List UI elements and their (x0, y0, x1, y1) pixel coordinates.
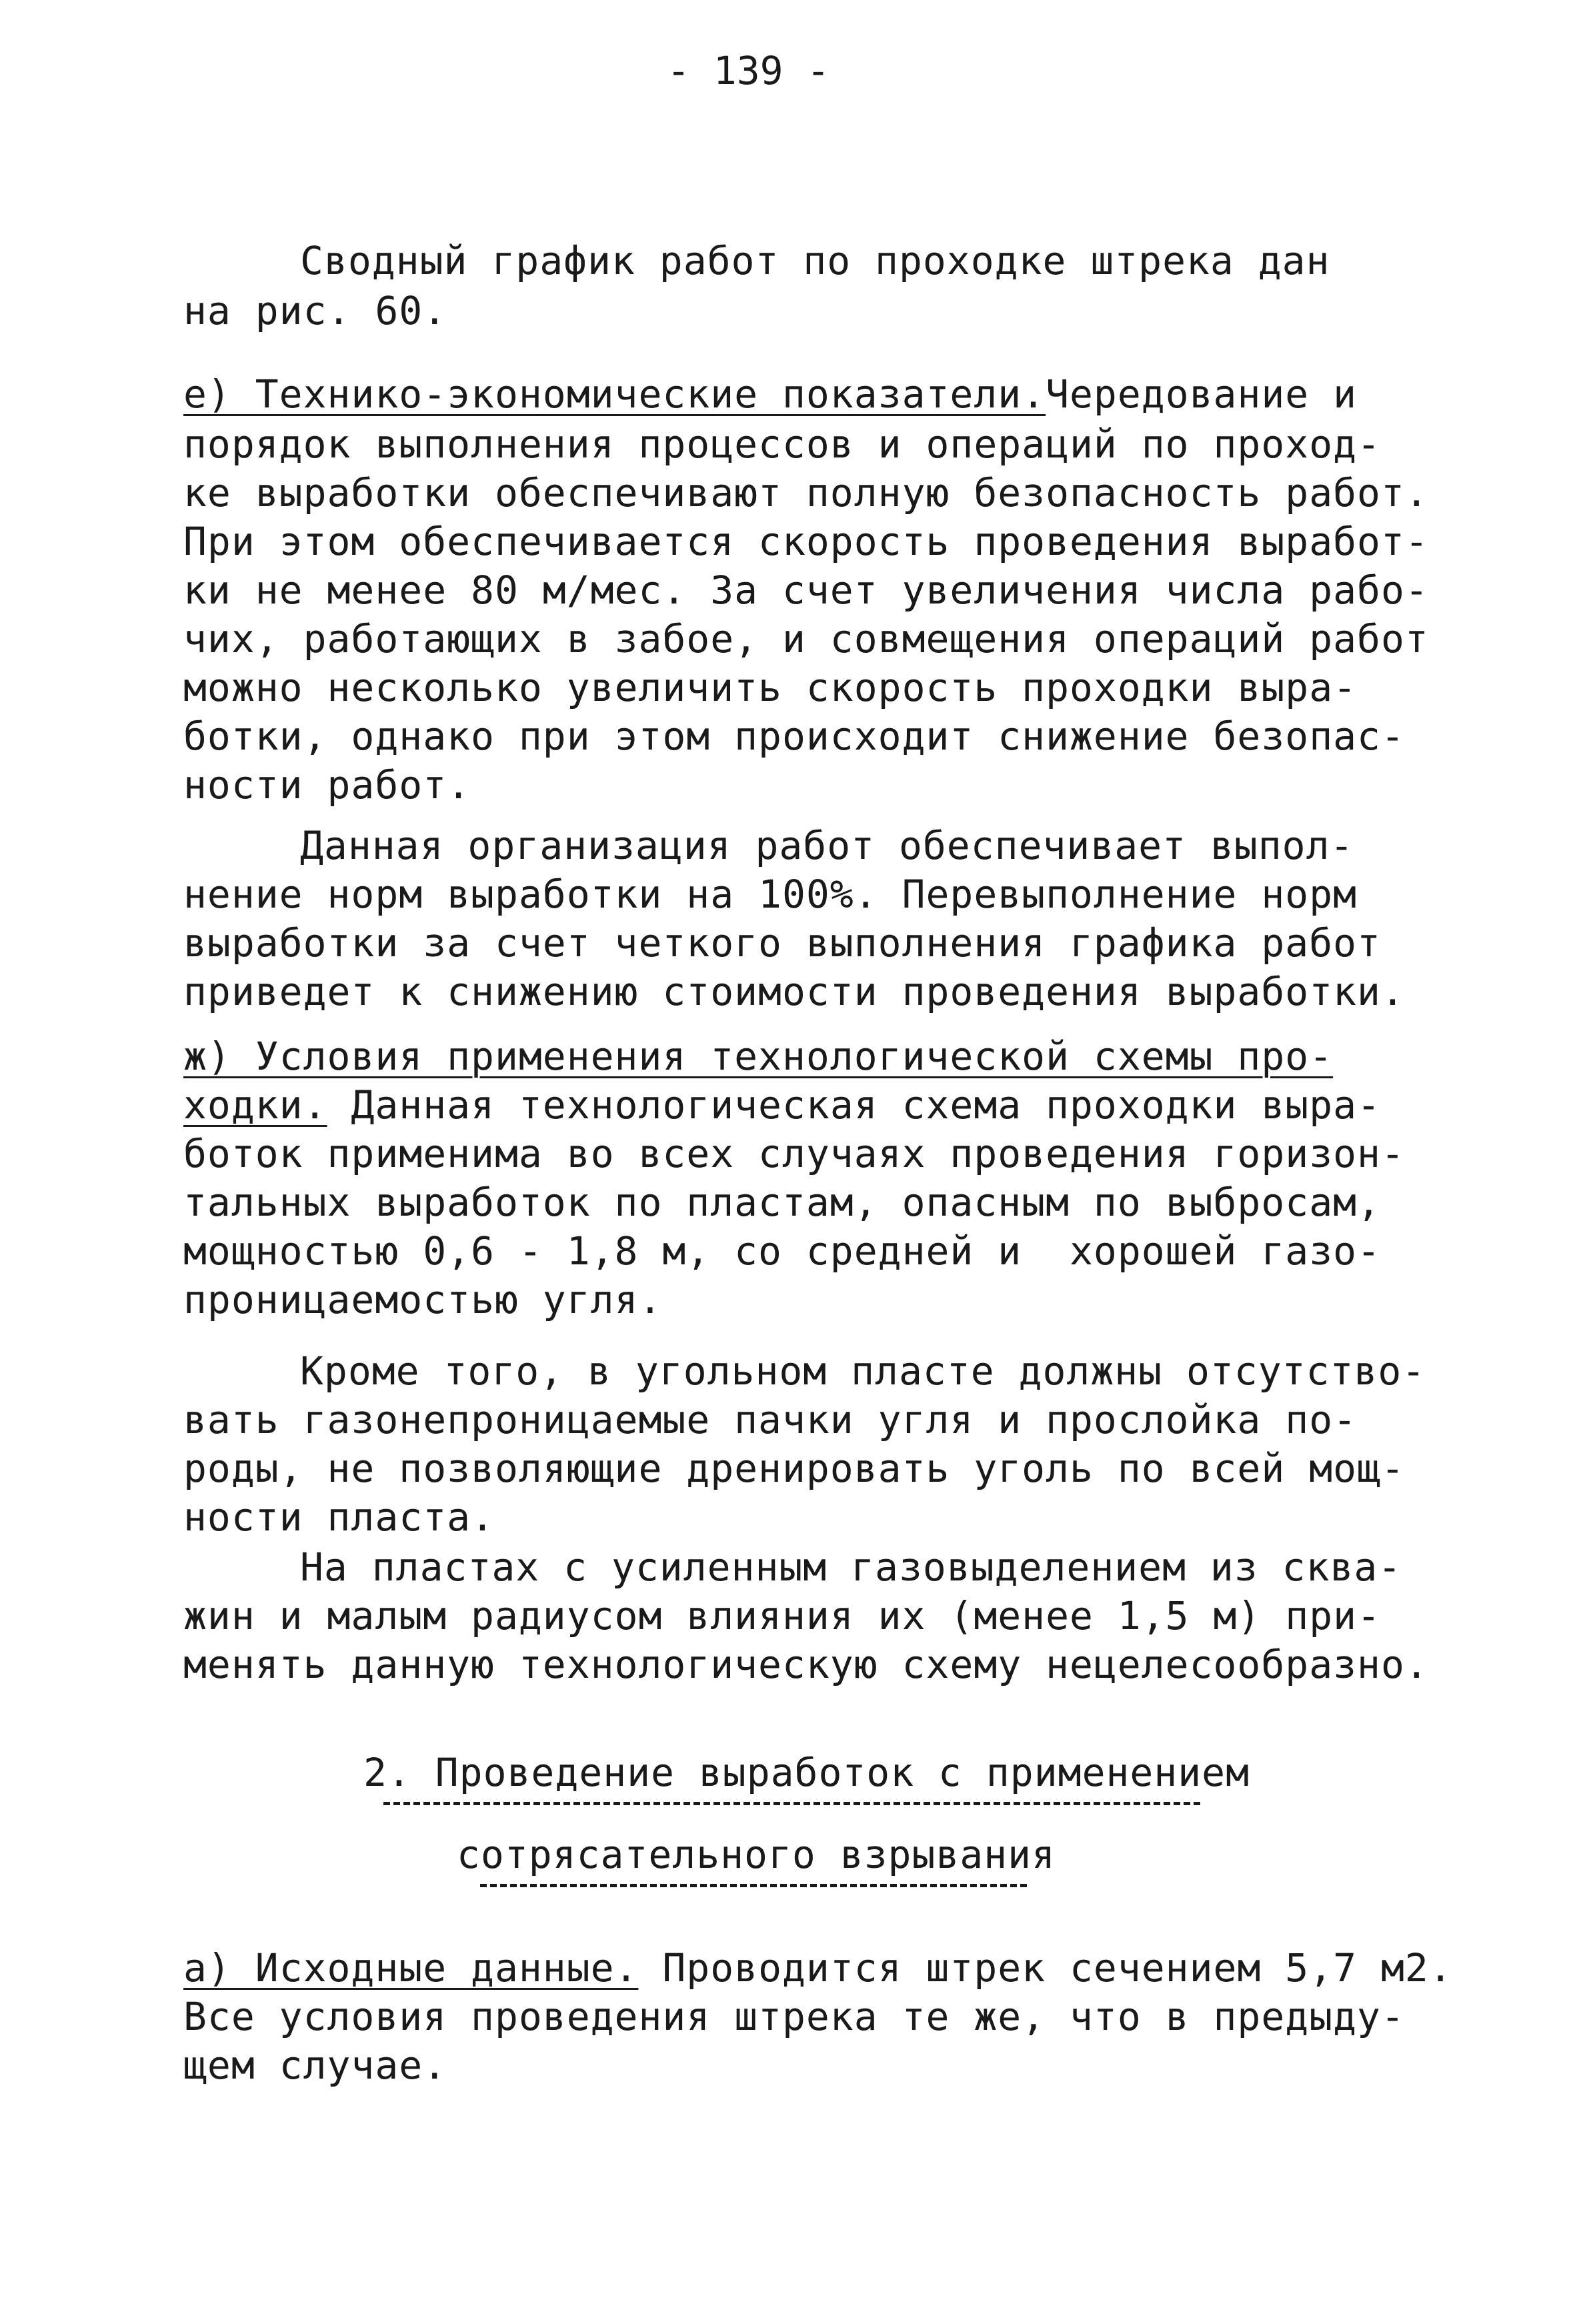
section-a-first-line (183, 1944, 1453, 1992)
paragraph-line: ности пласта. (183, 1494, 495, 1540)
paragraph-line: мощностью 0,6 - 1,8 м, со средней и хорошей газо- (183, 1228, 1381, 1274)
paragraph-text: Чередование и (1046, 371, 1358, 417)
paragraph-line: можно несколько увеличить скорость проходки выра- (183, 665, 1358, 710)
section-zh-heading: ж) Условия применения технологической схемы про- (183, 1034, 1334, 1079)
paragraph-line: тальных выработок по пластам, опасным по выбросам, (183, 1180, 1381, 1225)
paragraph-line: жин и малым радиусом влияния их (менее 1,5 м) при- (183, 1593, 1381, 1638)
paragraph-line: Все условия проведения штрека те же, что в предыду- (183, 1994, 1405, 2039)
paragraph-line: чих, работающих в забое, и совмещения операций работ (183, 616, 1429, 662)
section-zh-second-line (183, 1081, 1381, 1129)
paragraph-line: ботки, однако при этом происходит снижение безопас- (183, 714, 1405, 759)
paragraph-line: При этом обеспечивается скорость проведения выработ- (183, 519, 1429, 564)
section-a-heading: а) Исходные данные. (183, 1945, 639, 1991)
title-dashed-rule-2 (480, 1884, 1027, 1887)
paragraph-line: ки не менее 80 м/мес. За счет увеличения числа рабо- (183, 567, 1429, 613)
paragraph-line: на рис. 60. (183, 288, 447, 333)
section-title-line-1: 2. Проведение выработок с применением (363, 1750, 1250, 1795)
page-number: - 139 - (667, 48, 830, 93)
section-zh-heading-end: ходки. (183, 1082, 327, 1128)
paragraph-line: менять данную технологическую схему нецелесообразно. (183, 1642, 1429, 1687)
paragraph-line: Данная организация работ обеспечивает выпол- (300, 823, 1354, 868)
paragraph-text: Данная технологическая схема проходки выра- (327, 1082, 1381, 1128)
paragraph-text: Проводится штрек сечением 5,7 м2. (638, 1945, 1453, 1991)
paragraph-line: Кроме того, в угольном пласте должны отсутство- (300, 1348, 1426, 1394)
paragraph-line: нение норм выработки на 100%. Перевыполнение норм (183, 872, 1358, 917)
paragraph-line: На пластах с усиленным газовыделением из сква- (300, 1544, 1402, 1590)
section-e-first-line (183, 370, 1357, 418)
paragraph-line: проницаемостью угля. (183, 1277, 663, 1322)
paragraph-line: роды, не позволяющие дренировать уголь по всей мощ- (183, 1446, 1405, 1491)
paragraph-line: ке выработки обеспечивают полную безопасность работ. (183, 470, 1429, 515)
paragraph-line: вать газонепроницаемые пачки угля и прослойка по- (183, 1397, 1358, 1442)
title-dashed-rule-1 (383, 1802, 1200, 1805)
section-title-line-2: сотрясательного взрывания (457, 1832, 1056, 1877)
paragraph-line: выработки за счет четкого выполнения графика работ (183, 920, 1381, 966)
section-zh-heading-line (183, 1032, 1333, 1080)
paragraph-line: приведет к снижению стоимости проведения выработки. (183, 969, 1405, 1014)
paragraph-line: Сводный график работ по проходке штрека дан (300, 238, 1330, 283)
paragraph-line: боток применима во всех случаях проведения горизон- (183, 1131, 1405, 1176)
paragraph-line: ности работ. (183, 762, 471, 808)
paragraph-line: порядок выполнения процессов и операций по проход- (183, 421, 1381, 467)
paragraph-line: щем случае. (183, 2043, 447, 2088)
section-e-heading: е) Технико-экономические показатели. (183, 371, 1046, 417)
